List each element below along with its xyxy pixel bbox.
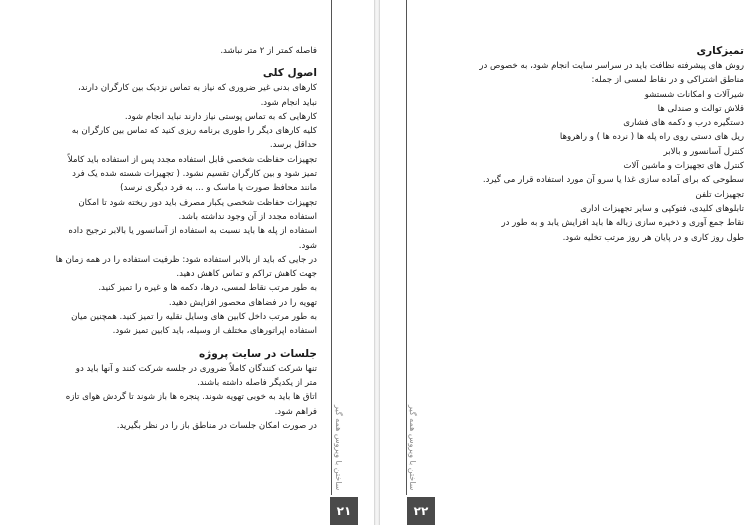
meetings-line: متر از یکدیگر فاصله داشته باشند. <box>197 377 317 388</box>
general-line: استفاده مجدد از آن وجود نداشته باشد. <box>178 211 317 222</box>
general-line: تهویه را در فضاهای محصور افزایش دهید. <box>168 297 317 308</box>
general-line: شود. <box>298 240 317 251</box>
meetings-line: تنها شرکت کنندگان کاملاً ضروری در جلسه شرکت کنند و آنها باید دو <box>75 363 317 374</box>
cleaning-line: سطوحی که برای آماده سازی غذا یا سرو آن مورد استفاده قرار می گیرد. <box>482 175 744 186</box>
general-line: حداقل برسد. <box>269 140 317 151</box>
right-page-body <box>440 44 744 245</box>
cleaning-line: نقاط جمع آوری و ذخیره سازی زباله ها باید افزایش یابد و به طور در <box>501 218 744 229</box>
cleaning-line: تجهیزات تلفن <box>695 189 744 200</box>
general-line: کارهای بدنی غیر ضروری که نیاز به تماس نزدیک بین کارگران دارند، <box>77 83 317 94</box>
right-side-rule <box>406 0 407 495</box>
cleaning-line: تابلوهای کلیدی، فتوکپی و سایر تجهیزات اداری <box>580 203 744 214</box>
left-page <box>0 0 374 525</box>
cleaning-line: ریل های دستی روی راه پله ها ( نرده ها ) و راهروها <box>559 132 744 143</box>
general-line: تجهیزات حفاظت شخصی یکبار مصرف باید دور ریخته شود تا امکان <box>78 197 317 208</box>
general-line: جهت کاهش تراکم و تماس کاهش دهید. <box>176 269 317 280</box>
meetings-line: اتاق ها باید به خوبی تهویه شوند. پنجره ها باز شوند تا گردش هوای تازه <box>65 392 317 403</box>
general-line: در جایی که باید از بالابر استفاده شود: ظرفیت استفاده را در همه زمان ها <box>55 254 317 265</box>
cleaning-line: کنترل آسانسور و بالابر <box>663 146 744 157</box>
general-line: نباید انجام شود. <box>260 97 317 108</box>
cleaning-heading: تمیزکاری <box>696 45 744 57</box>
general-heading: اصول کلی <box>262 67 317 80</box>
cleaning-line: دستگیره درب و دکمه های فشاری <box>623 118 744 129</box>
right-page <box>380 0 751 525</box>
cleaning-line: مناطق اشتراکی و در نقاط لمسی از جمله: <box>591 75 744 86</box>
intro-line: فاصله کمتر از ۲ متر نباشد. <box>220 46 317 56</box>
general-line: استفاده اپراتورهای مختلف از وسیله، باید کابین تمیز شود. <box>112 326 317 337</box>
cleaning-line: روش های پیشرفته نظافت باید در سراسر سایت انجام شود، به خصوص در <box>479 61 744 71</box>
general-line: به طور مرتب نقاط لمسی، درها، دکمه ها و غیره را تمیز کنید. <box>98 283 317 294</box>
meetings-line: در صورت امکان جلسات در مناطق باز را در نظر بگیرید. <box>116 420 317 431</box>
right-page-number: ۲۲ <box>407 497 435 525</box>
left-page-number: ۲۱ <box>330 497 358 525</box>
left-side-rule <box>331 0 332 495</box>
cleaning-line: طول روز کاری و در پایان هر روز مرتب تخلیه شود. <box>562 232 744 243</box>
general-line: کلیه کارهای دیگر را طوری برنامه ریزی کنید که تماس بین کارگران به <box>71 126 317 137</box>
meetings-line: فراهم شود. <box>274 406 317 417</box>
general-line: استفاده از پله ها باید نسبت به استفاده از آسانسور یا بالابر ترجیح داده <box>68 226 317 237</box>
general-line: به طور مرتب داخل کابین های وسایل نقلیه را تمیز کنید. همچنین میان <box>71 312 317 323</box>
general-line: مانند محافظ صورت یا ماسک و ... به فرد دیگری نرسد) <box>120 183 317 194</box>
meetings-heading: جلسات در سایت پروژه <box>198 347 317 360</box>
left-side-title: ساختن با ویروس همه گیر <box>334 405 343 491</box>
general-line: تمیز شود و بین کارگران تقسیم نشود. ( تجهیزات شسته شده یک فرد <box>72 169 317 180</box>
right-side-title: ساختن با ویروس همه گیر <box>408 405 417 491</box>
left-page-body <box>10 44 317 433</box>
cleaning-line: قلاش توالت و صندلی ها <box>657 103 744 114</box>
general-line: تجهیزات حفاظت شخصی قابل استفاده مجدد پس از استفاده باید کاملاً <box>67 154 317 165</box>
general-line: کارهایی که به تماس پوستی نیاز دارند نباید انجام شود. <box>124 111 317 122</box>
cleaning-line: شیرآلات و امکانات شستشو <box>644 89 744 100</box>
cleaning-line: کنترل های تجهیزات و ماشین آلات <box>623 161 744 172</box>
